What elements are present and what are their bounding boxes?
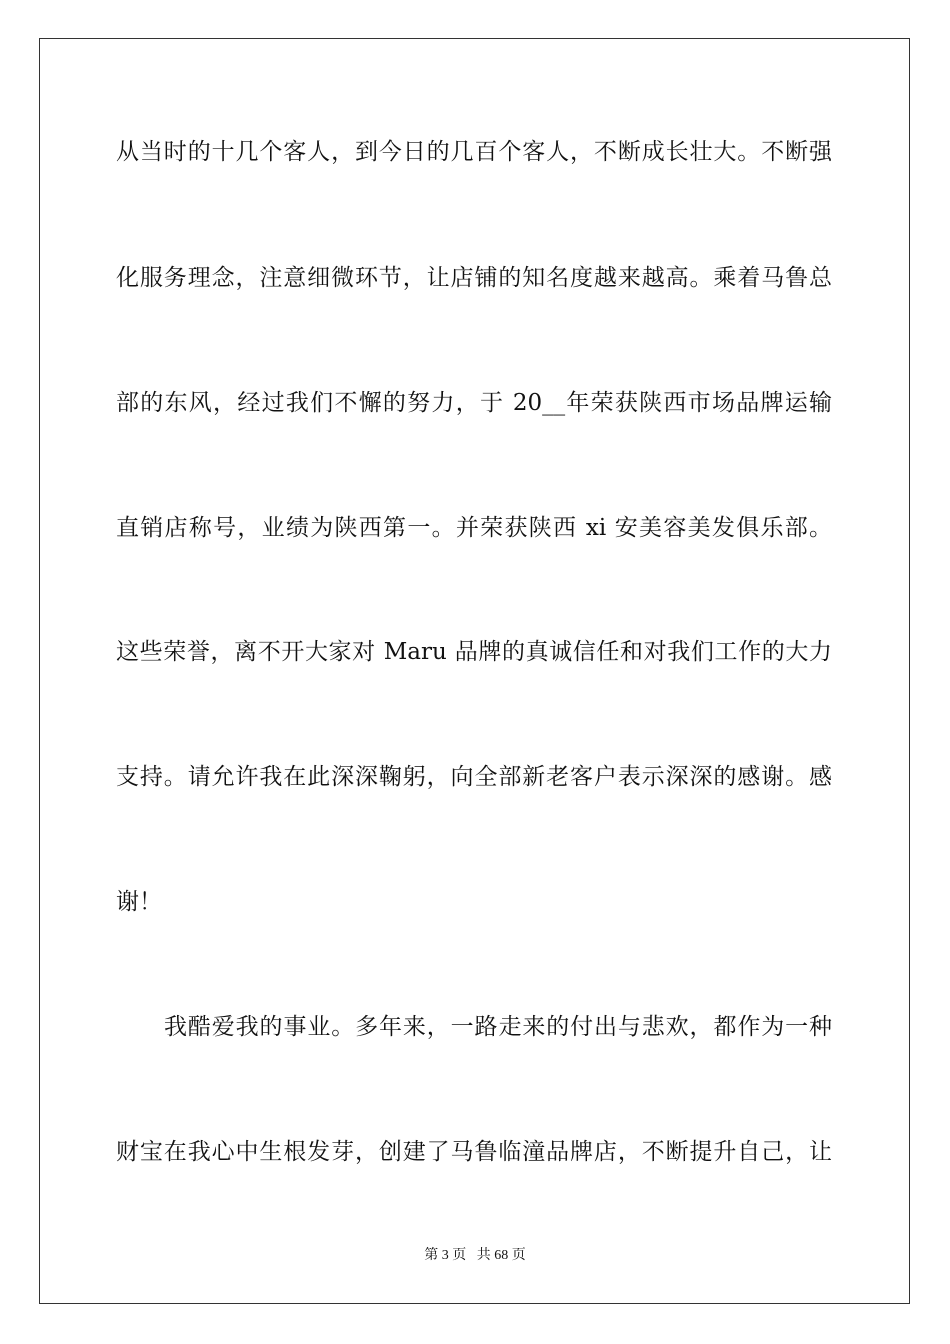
- page-footer: [0, 1247, 950, 1265]
- page-border: [39, 38, 910, 1304]
- body-text-line-3: 部的东风，经过我们不懈的努力，于 20__年荣获陕西市场品牌运输: [116, 390, 832, 416]
- body-text-line-1: 从当时的十几个客人，到今日的几百个客人，不断成长壮大。不断强: [116, 139, 832, 165]
- page-total: 共 68 页: [476, 1248, 526, 1263]
- body-text-line-2: 化服务理念，注意细微环节，让店铺的知名度越来越高。乘着马鲁总: [116, 265, 832, 291]
- body-text-line-8: 我酷爱我的事业。多年来，一路走来的付出与悲欢，都作为一种: [164, 1014, 832, 1040]
- body-text-line-6: 支持。请允许我在此深深鞠躬，向全部新老客户表示深深的感谢。感: [116, 764, 832, 790]
- body-text-line-5: 这些荣誉，离不开大家对 Maru 品牌的真诚信任和对我们工作的大力: [116, 639, 832, 665]
- body-text-line-9: 财宝在我心中生根发芽，创建了马鲁临潼品牌店，不断提升自己，让: [116, 1139, 832, 1165]
- page-number: 第 3 页: [424, 1248, 467, 1263]
- body-text-line-4: 直销店称号，业绩为陕西第一。并荣获陕西 xi 安美容美发俱乐部。: [116, 515, 832, 541]
- body-text-line-7: 谢！: [116, 889, 162, 915]
